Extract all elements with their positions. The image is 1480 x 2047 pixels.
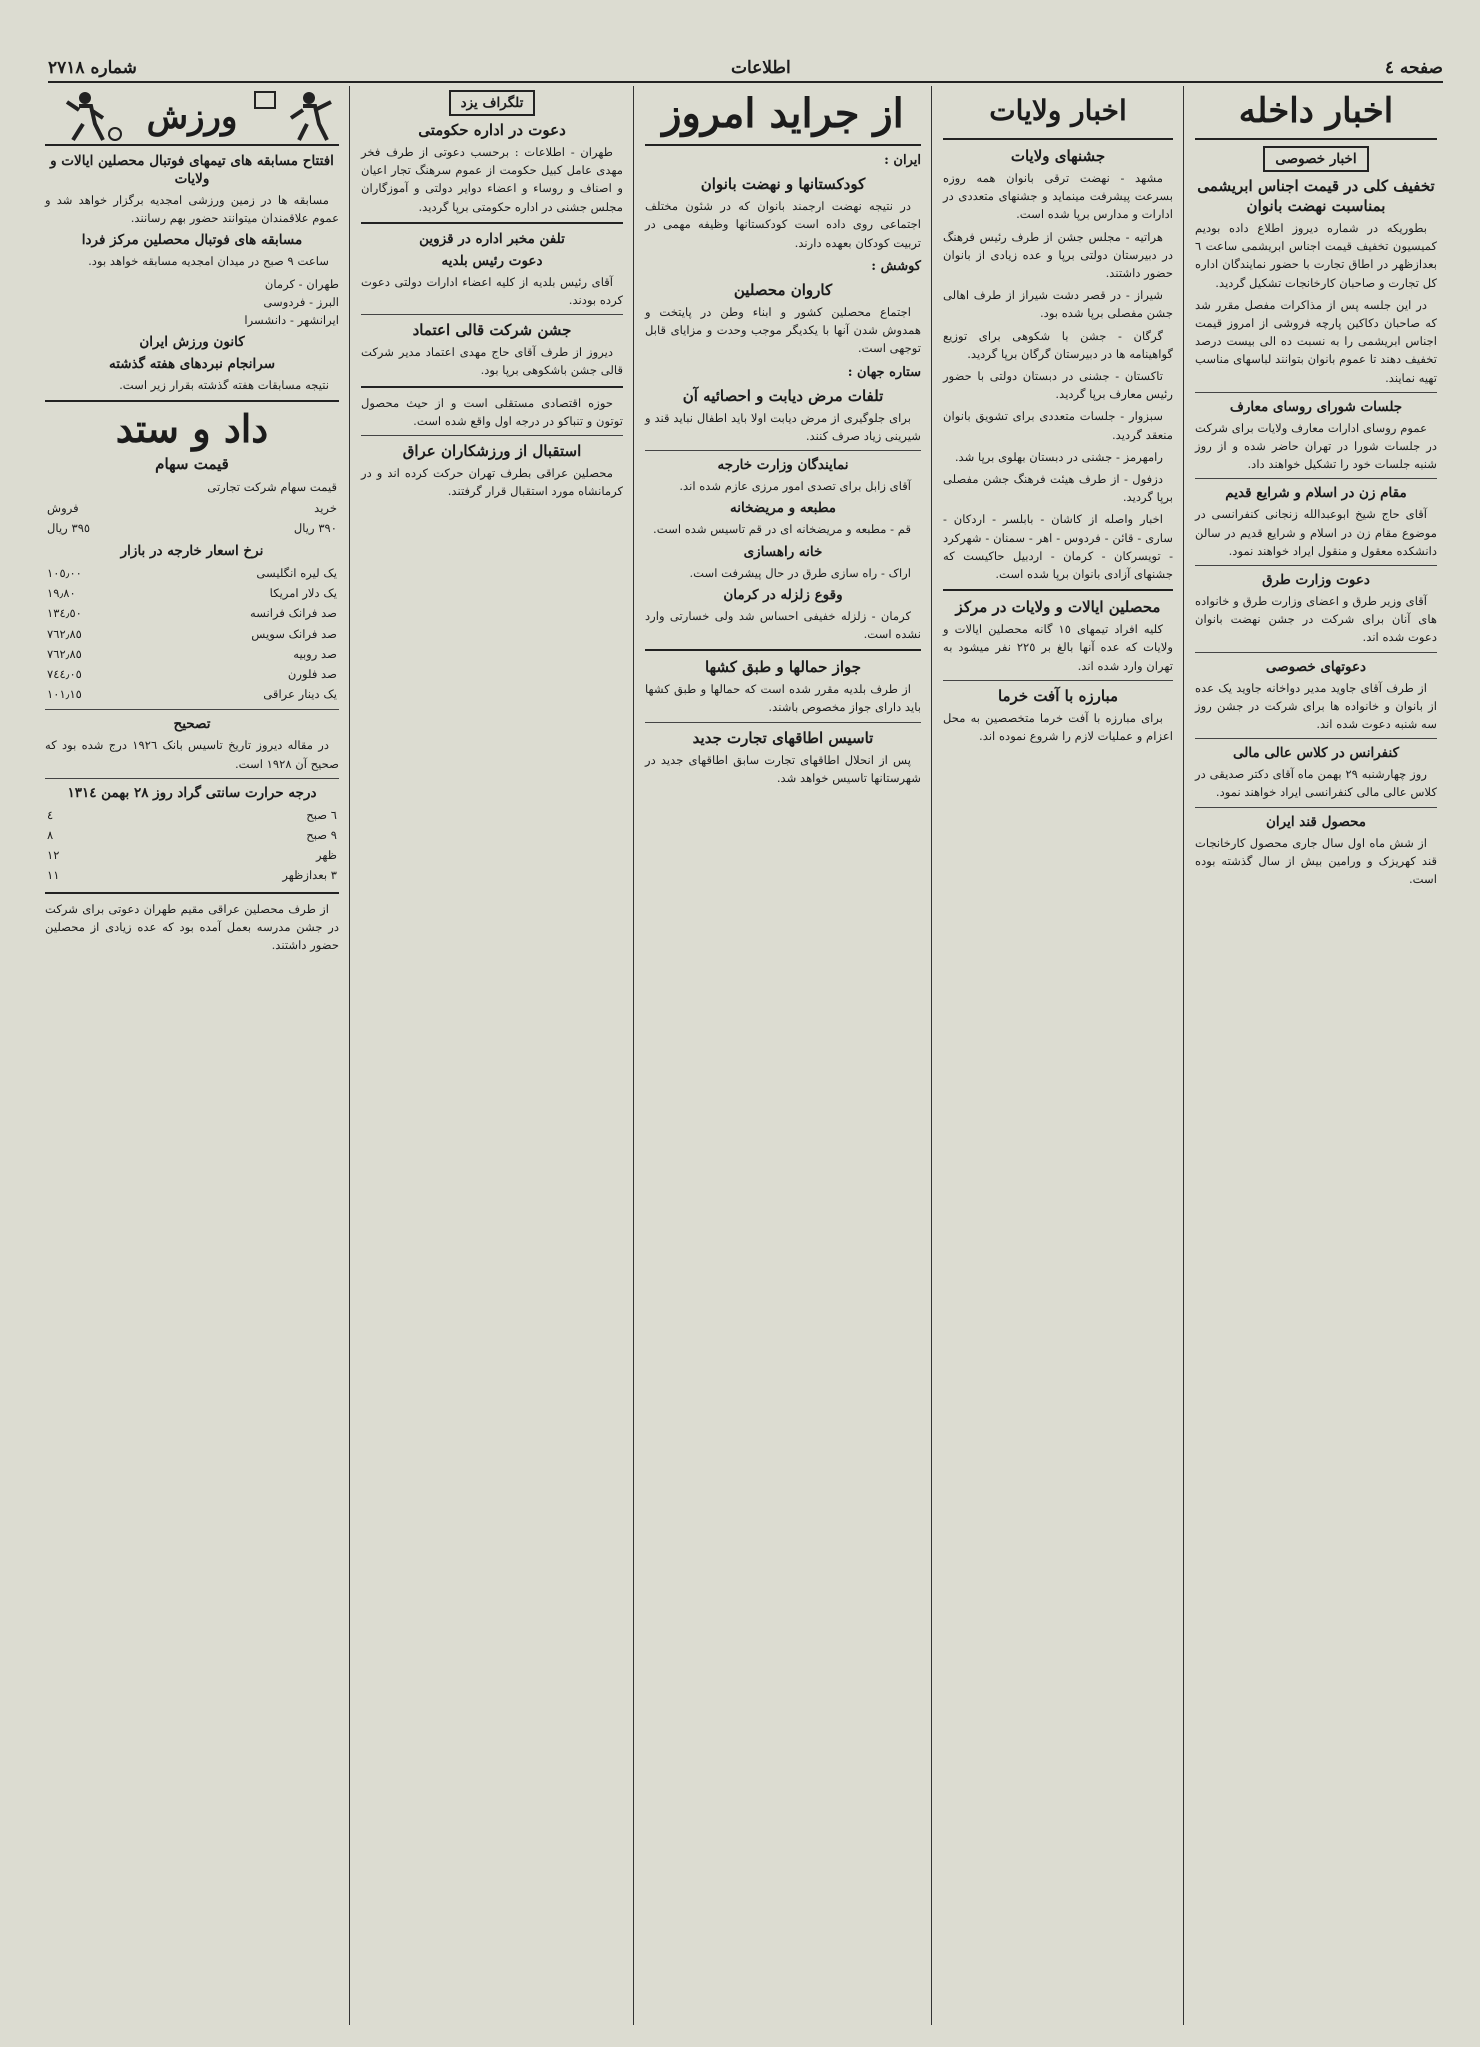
paragraph: در نتیجه نهضت ارجمند بانوان که در شئون مختلف اجتماعی روی داده است کودکستانها وظیفه مهمی در تربیت کودکان بعهده دارند. (645, 199, 921, 250)
table-row (45, 563, 339, 583)
headline: جشن شرکت قالی اعتماد (412, 321, 572, 340)
paragraph: روز چهارشنبه ٢٩ بهمن ماه آقای دکتر صدیقی در کلاس عالی مالی کنفرانسی ایراد خواهند نمود. (1195, 767, 1437, 800)
paragraph: بطوریکه در شماره دیروز اطلاع داده بودیم کمیسیون تخفیف قیمت اجناس ابریشمی ساعت ٦ بعدازظهر در اطاق تجارت با حضور نمایندگان اداره کل تجارت و صاحبان کارخانجات تشکیل گردید. (1195, 221, 1437, 290)
headline: مسابقه های فوتبال محصلین مرکز فردا (81, 232, 303, 249)
fx-table (45, 563, 339, 704)
headline: جشنهای ولایات (1010, 147, 1106, 165)
list-item: ایرانشهر - دانشسرا (244, 313, 339, 328)
cell-label: خرید (314, 500, 337, 515)
cell-label: یک لیره انگلیسی (256, 566, 337, 581)
cell-label: صد فرانک فرانسه (249, 606, 337, 621)
source-label: ایران : (884, 153, 921, 168)
cell-value: ١١ (47, 868, 60, 883)
paragraph: دزفول - از طرف هیئت فرهنگ جشن مفصلی برپا گردید. (943, 472, 1173, 505)
cell-value (45, 477, 122, 497)
paragraph: از شش ماه اول سال جاری محصول کارخانجات قند کهریزک و ورامین بیش از سال گذشته بوده است. (1195, 835, 1437, 887)
paragraph: از طرف بلدیه مقرر شده است که حمالها و طبق کشها باید دارای جواز مخصوص باشند. (645, 682, 921, 715)
headline: استقبال از ورزشکاران عراق (402, 442, 582, 461)
column-provinces (936, 86, 1180, 2025)
table-row (45, 518, 339, 538)
headline: نرخ اسعار خارجه در بازار (120, 543, 264, 560)
paragraph: عموم روسای ادارات معارف ولایات برای شرکت در جلسات شورا در تهران حاضر شده و از روز شنبه جلسات خود را تشکیل خواهند داد. (1195, 420, 1437, 472)
column-rule (349, 86, 350, 2025)
headline: دعوت وزارت طرق (1262, 572, 1370, 589)
headline: مقام زن در اسلام و شرایع قدیم (1225, 485, 1407, 502)
headline: کودکستانها و نهضت بانوان (700, 175, 866, 194)
table-row (45, 845, 339, 865)
paragraph: آقای حاج شیخ ابوعبدالله زنجانی کنفرانسی در موضوع مقام زن در اسلام و شرایع قدیم در سالن دانشکده معقول و منقول ایراد خواهند نمود. (1195, 507, 1437, 558)
paragraph: کرمان - زلزله خفیفی احساس شد ولی خسارتی وارد نشده است. (645, 608, 921, 642)
paragraph: در این جلسه پس از مذاکرات مفصل مقرر شد که صاحبان دکاکین پارچه فروشی از امروز قیمت اجناس ابریشمی را به نسبت ده الی بیست درصد تخفیف دهند تا عموم بانوان بتوانند لباسهای مناسب تهیه نمایند. (1195, 297, 1437, 385)
headline: مطبعه و مریضخانه (729, 500, 837, 517)
paragraph: آقای وزیر طرق و اعضای وزارت طرق و خانواده های آنان برای شرکت در جشن نهضت بانوان دعوت شده اند. (1195, 594, 1437, 645)
cell-value: ١٠١٫١٥ (47, 687, 82, 702)
cell-value: ٣٩٥ ریال (47, 520, 91, 535)
headline: دعوت رئیس بلدیه (441, 252, 543, 269)
cell-label: یک دلار امریکا (269, 586, 337, 601)
table-row (45, 477, 339, 497)
headline: دعوت در اداره حکومتی (418, 121, 566, 139)
table-row (45, 684, 339, 704)
headline: وقوع زلزله در کرمان (723, 586, 843, 603)
headline: درجه حرارت سانتی گراد روز ٢٨ بهمن ١٣١٤ (67, 784, 317, 801)
headline: تصحیح (173, 716, 211, 733)
cell-label: ظهر (316, 848, 337, 863)
cell-value: ١٢ (47, 848, 60, 863)
paragraph: محصلین عراقی بطرف تهران حرکت کرده اند و در کرمانشاه مورد استقبال قرار گرفتند. (361, 466, 623, 499)
section-heading: تلگراف یزد (449, 90, 536, 116)
cell-value: ٨ (47, 828, 54, 843)
headline: محصول قند ایران (1265, 813, 1367, 830)
headline: تاسیس اطاقهای تجارت جدید (692, 728, 874, 747)
cell-value: ١٣٤٫٥٠ (47, 606, 82, 621)
headline: تلفن مخبر اداره در قزوین (419, 230, 565, 247)
paragraph: آقای رئیس بلدیه از کلیه اعضاء ادارات دولتی دعوت کرده بودند. (361, 274, 623, 308)
column-rule (931, 86, 932, 2025)
cell-value: ٧٤٤٫٠٥ (47, 667, 82, 682)
cell-value: ٧٦٢٫٨٥ (47, 646, 82, 661)
section-banner: از جراید امروز (662, 90, 904, 137)
column-press-review (638, 86, 928, 2025)
column-rule (633, 86, 634, 2025)
headline: تلفات مرض دیابت و احصائیه آن (682, 386, 884, 405)
table-row (45, 805, 339, 825)
paragraph: اراک - راه سازی طرق در حال پیشرفت است. (689, 565, 911, 580)
section-banner: ورزش (146, 97, 238, 137)
table-row (45, 825, 339, 845)
headline: مبارزه با آفت خرما (997, 686, 1119, 705)
paragraph: رامهرمز - جشنی در دبستان بهلوی برپا شد. (954, 449, 1163, 464)
headline: کاروان محصلین (733, 281, 833, 300)
column-sports-market (38, 86, 346, 2025)
headline: نمایندگان وزارت خارجه (717, 457, 849, 474)
headline: تخفیف کلی در قیمت اجناس ابریشمی بمناسبت نهضت بانوان (1197, 177, 1435, 215)
paragraph: برای جلوگیری از مرض دیابت اولا باید اطفال نباید قند و شیرینی زیاد صرف کنند. (645, 410, 921, 444)
paragraph: کلیه افراد تیمهای ١٥ گانه محصلین ایالات و ولایات که عده آنها بالغ بر ٢٢٥ نفر میشود به تهران وارد شده اند. (943, 622, 1173, 673)
table-row (45, 865, 339, 885)
paper-name: اطلاعات (730, 58, 791, 78)
cell-label: ٣ بعدازظهر (282, 868, 337, 883)
section-heading: اخبار خصوصی (1263, 146, 1368, 172)
table-row (45, 644, 339, 664)
cell-value: ١٩٫٨٠ (47, 586, 76, 601)
column-telegrams (354, 86, 630, 2025)
section-banner: اخبار داخله (1238, 91, 1394, 131)
paragraph: گرگان - جشن با شکوهی برای توزیع گواهینامه ها در دبیرستان گرگان برپا گردید. (943, 328, 1173, 361)
headline: سرانجام نبردهای هفته گذشته (108, 356, 276, 373)
table-row (45, 498, 339, 518)
paragraph: حوزه اقتصادی مستقلی است و از حیث محصول توتون و تنباکو در درجه اول واقع شده است. (361, 395, 623, 428)
headline: جلسات شورای روسای معارف (1229, 398, 1403, 415)
temperature-table (45, 805, 339, 886)
cell-label: ٦ صبح (306, 807, 337, 822)
paragraph: سبزوار - جلسات متعددی برای تشویق بانوان منعقد گردید. (943, 409, 1173, 442)
headline: خانه راهسازی (743, 543, 823, 560)
paragraph: از طرف محصلین عراقی مقیم طهران دعوتی برای شرکت در جشن مدرسه بعمل آمده بود که عده زیادی از محصلین حضور داشتند. (45, 901, 339, 953)
paragraph: شیراز - در قصر دشت شیراز از طرف اهالی جشن مفصلی برپا شده بود. (943, 288, 1173, 321)
column-rule (1183, 86, 1184, 2025)
cell-value: ١٠٥٫٠٠ (47, 566, 82, 581)
list-item: طهران - کرمان (264, 276, 339, 291)
paragraph: اجتماع محصلین کشور و ابناء وطن در پایتخت و همدوش شدن آنها با یکدیگر موجب وحدت و مزایای قابل توجهی است. (645, 305, 921, 356)
source-label: ستاره جهان : (847, 364, 921, 380)
paragraph: برای مبارزه با آفت خرما متخصصین به محل اعزام و عملیات لازم را شروع نموده اند. (943, 710, 1173, 744)
paragraph: مسابقه ها در زمین ورزشی امجدیه برگزار خواهد شد و عموم علاقمندان میتوانند حضور بهم رسانند. (45, 193, 339, 226)
cell-label: یک دینار عراقی (263, 687, 337, 702)
cell-label: صد روبیه (293, 646, 337, 661)
table-row (45, 603, 339, 623)
paragraph: تاکستان - جشنی در دبستان دولتی با حضور رئیس معارف برپا گردید. (943, 369, 1173, 402)
cell-value: ٧٦٢٫٨٥ (47, 626, 82, 641)
paragraph: طهران - اطلاعات : برحسب دعوتی از طرف فخر مهدی عامل کبیل حکومت از عموم سرهنگ تجار اعیان و اصناف و روساء و اعضاء دوایر دولتی و آموزگاران مجلس جشنی در اداره حکومتی برپا گردید. (361, 145, 623, 214)
paragraph: قم - مطبعه و مریضخانه ای در قم تاسیس شده است. (653, 522, 911, 537)
masthead (48, 55, 1443, 83)
headline: کنفرانس در کلاس عالی مالی (1232, 745, 1400, 762)
paragraph: مشهد - نهضت ترقی بانوان همه روزه بسرعت پیشرفت مینماید و جشنهای متعددی در ادارات و مدارس برپا شده است. (943, 171, 1173, 222)
paragraph: از طرف آقای جاوید مدیر دواخانه جاوید یک عده از بانوان و خانواده ها برای شرکت در جشن روز سه شنبه دعوت شده اند. (1195, 680, 1437, 732)
headline: افتتاح مسابقه های تیمهای فوتبال محصلین ایالات و ولایات (50, 153, 334, 187)
paragraph: در مقاله دیروز تاریخ تاسیس بانک ١٩٢٦ درج شده بود که صحیح آن ١٩٢٨ است. (45, 738, 339, 771)
paragraph: ساعت ٩ صبح در میدان امجدیه مسابقه خواهد بود. (88, 254, 329, 269)
paragraph: آقای زابل برای تصدی امور مرزی عازم شده اند. (679, 479, 911, 494)
headline: محصلین ایالات و ولایات در مرکز (955, 598, 1161, 617)
headline: دعوتهای خصوصی (1265, 658, 1367, 675)
paragraph: هراتیه - مجلس جشن از طرف رئیس فرهنگ در دبیرستان دولتی برپا و عده زیادی از بانوان حضور داشتند. (943, 229, 1173, 281)
section-banner: داد و ستد (115, 406, 269, 452)
headline: قیمت سهام (155, 455, 229, 474)
table-row (45, 664, 339, 684)
cell-label: ٩ صبح (306, 828, 337, 843)
page-number: صفحه ٤ (1384, 58, 1443, 78)
cell-value: فروش (47, 500, 79, 515)
table-row (45, 583, 339, 603)
cell-label: ٣٩٠ ریال (293, 520, 337, 535)
issue-number: شماره ٢٧١٨ (48, 58, 137, 78)
section-banner: اخبار ولایات (989, 94, 1127, 127)
paragraph: اخبار واصله از کاشان - بابلسر - اردکان - ساری - قائن - فردوس - اهر - سمنان - شهرکرد - تویسرکان - کرمان - اردبیل حاکیست که جشنهای آزادی بانوان برپا شده است. (943, 512, 1173, 582)
source-label: کوشش : (871, 258, 921, 274)
headline: کانون ورزش ایران (139, 334, 245, 351)
column-domestic-news (1188, 86, 1444, 2025)
cell-label: صد فرانک سویس (251, 626, 337, 641)
list-item: البرز - فردوسی (263, 294, 339, 309)
table-row (45, 624, 339, 644)
cell-label: قیمت سهام شرکت تجارتی (207, 480, 337, 495)
cell-label: صد فلورن (287, 667, 337, 682)
paragraph: پس از انحلال اطاقهای تجارت سابق اطاقهای جدید در شهرستانها تاسیس خواهد شد. (645, 752, 921, 785)
match-list (45, 275, 339, 330)
paragraph: نتیجه مسابقات هفته گذشته بقرار زیر است. (119, 378, 329, 393)
headline: جواز حمالها و طبق کشها (704, 658, 862, 677)
cell-value: ٤ (47, 807, 54, 822)
shares-table (45, 477, 339, 538)
paragraph: دیروز از طرف آقای حاج مهدی اعتماد مدیر شرکت قالی جشن باشکوهی برپا بود. (361, 345, 623, 378)
